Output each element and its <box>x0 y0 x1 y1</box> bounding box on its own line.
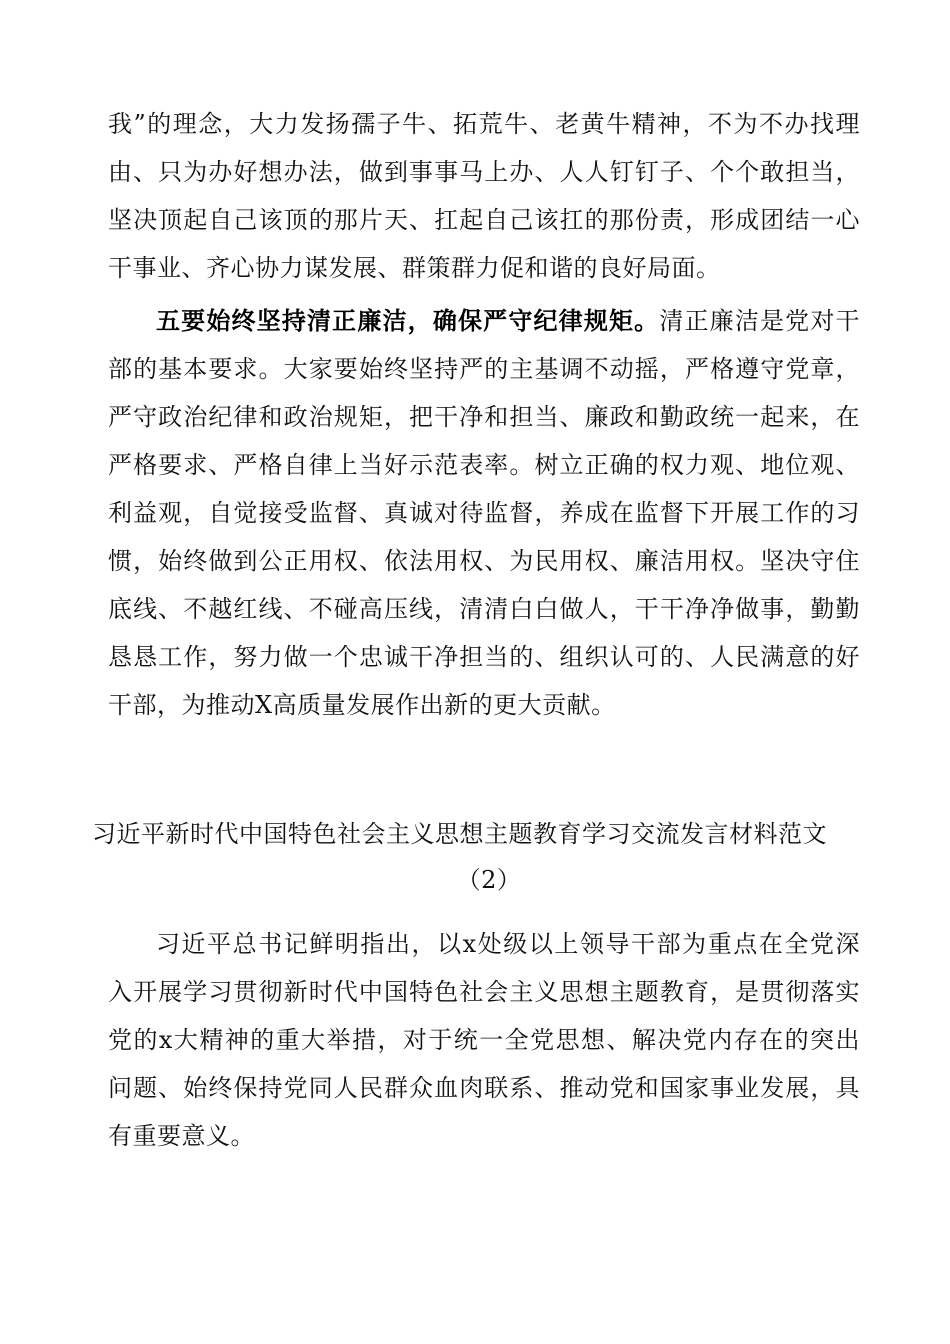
text-line: 严格要求、严格自律上当好示范表率。树立正确的权力观、地位观、 <box>108 451 860 479</box>
section-title <box>92 811 862 903</box>
paragraph-point-five <box>108 297 860 729</box>
text-line <box>108 297 860 345</box>
text-line: 部的基本要求。大家要始终坚持严的主基调不动摇，严格遵守党章， <box>108 355 860 383</box>
paragraph-continuation <box>108 100 860 292</box>
point-five-heading: 五要始终坚持清正廉洁，确保严守纪律规矩。 <box>156 306 660 335</box>
text-line: 底线、不越红线、不碰高压线，清清白白做人，干干净净做事，勤勤 <box>108 595 860 623</box>
text-line: 坚决顶起自己该顶的那片天、扛起自己该扛的那份责，形成团结一心 <box>108 206 860 234</box>
paragraph-intro <box>108 920 860 1160</box>
text-line: 干事业、齐心协力谋发展、群策群力促和谐的良好局面。 <box>108 254 721 282</box>
text-line: 干部，为推动X高质量发展作出新的更大贡献。 <box>108 691 616 719</box>
text-line: 有重要意义。 <box>108 1122 255 1150</box>
point-five-first-line-text: 清正廉洁是党对干 <box>659 307 861 335</box>
text-line: 由、只为办好想办法，做到事事马上办、人人钉钉子、个个敢担当， <box>108 158 860 186</box>
text-line: 习近平总书记鲜明指出，以x处级以上领导干部为重点在全党深 <box>156 930 860 958</box>
text-line: 利益观，自觉接受监督、真诚对待监督，养成在监督下开展工作的习 <box>108 499 860 527</box>
text-line: 惯，始终做到公正用权、依法用权、为民用权、廉洁用权。坚决守住 <box>108 547 860 575</box>
text-line: 党的x大精神的重大举措，对于统一全党思想、解决党内存在的突出 <box>108 1026 860 1054</box>
text-line: 恳恳工作，努力做一个忠诚干净担当的、组织认可的、人民满意的好 <box>108 643 860 671</box>
text-line: 入开展学习贯彻新时代中国特色社会主义思想主题教育，是贯彻落实 <box>108 978 860 1006</box>
text-line: 严守政治纪律和政治规矩，把干净和担当、廉政和勤政统一起来，在 <box>108 403 860 431</box>
text-line: 我”的理念，大力发扬孺子牛、拓荒牛、老黄牛精神，不为不办找理 <box>108 110 860 138</box>
section-title-line: 习近平新时代中国特色社会主义思想主题教育学习交流发言材料范文 <box>92 820 827 848</box>
section-title-number: （2） <box>456 866 522 894</box>
text-line: 问题、始终保持党同人民群众血肉联系、推动党和国家事业发展，具 <box>108 1074 860 1102</box>
